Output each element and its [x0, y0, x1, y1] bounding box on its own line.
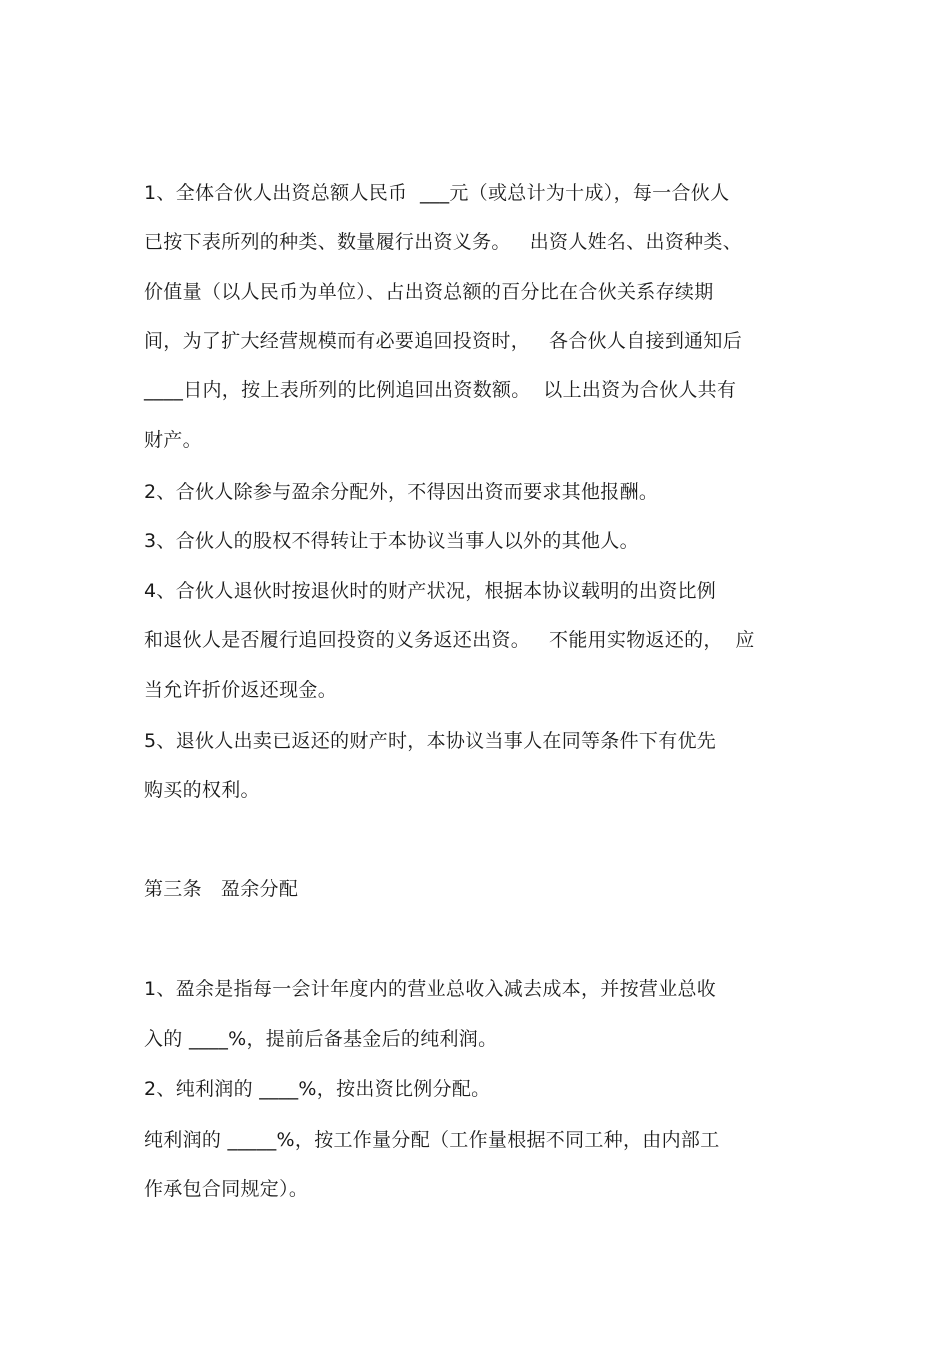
paragraph-line-10: 和退伙人是否履行追回投资的义务返还出资。 不能用实物返还的， 应	[144, 629, 755, 651]
paragraph-line-9: 4、合伙人退伙时按退伙时的财产状况，根据本协议载明的出资比例	[144, 580, 717, 602]
paragraph-line-2: 已按下表所列的种类、数量履行出资义务。 出资人姓名、出资种类、	[144, 231, 743, 253]
paragraph-line-1: 1、全体合伙人出资总额人民币 ___元（或总计为十成），每一合伙人	[144, 182, 730, 204]
paragraph-line-15: 入的 ____%，提前后备基金后的纯利润。	[144, 1028, 498, 1050]
paragraph-line-12: 5、退伙人出卖已返还的财产时，本协议当事人在同等条件下有优先	[144, 730, 717, 752]
paragraph-line-13: 购买的权利。	[144, 779, 260, 801]
paragraph-line-16: 2、纯利润的 ____%，按出资比例分配。	[144, 1078, 491, 1100]
paragraph-line-4: 间，为了扩大经营规模而有必要追回投资时， 各合伙人自接到通知后	[144, 330, 743, 352]
section-heading: 第三条 盈余分配	[144, 878, 299, 900]
paragraph-line-7: 2、合伙人除参与盈余分配外，不得因出资而要求其他报酬。	[144, 481, 659, 503]
paragraph-line-11: 当允许折价返还现金。	[144, 679, 338, 701]
paragraph-line-17: 纯利润的 _____%，按工作量分配（工作量根据不同工种，由内部工	[144, 1129, 720, 1151]
paragraph-line-14: 1、盈余是指每一会计年度内的营业总收入减去成本，并按营业总收	[144, 978, 717, 1000]
paragraph-line-6: 财产。	[144, 429, 202, 451]
paragraph-line-8: 3、合伙人的股权不得转让于本协议当事人以外的其他人。	[144, 530, 639, 552]
paragraph-line-18: 作承包合同规定）。	[144, 1178, 309, 1200]
paragraph-line-3: 价值量（以人民币为单位）、占出资总额的百分比在合伙关系存续期	[144, 281, 714, 303]
paragraph-line-5: ____日内，按上表所列的比例追回出资数额。 以上出资为合伙人共有	[144, 379, 737, 401]
